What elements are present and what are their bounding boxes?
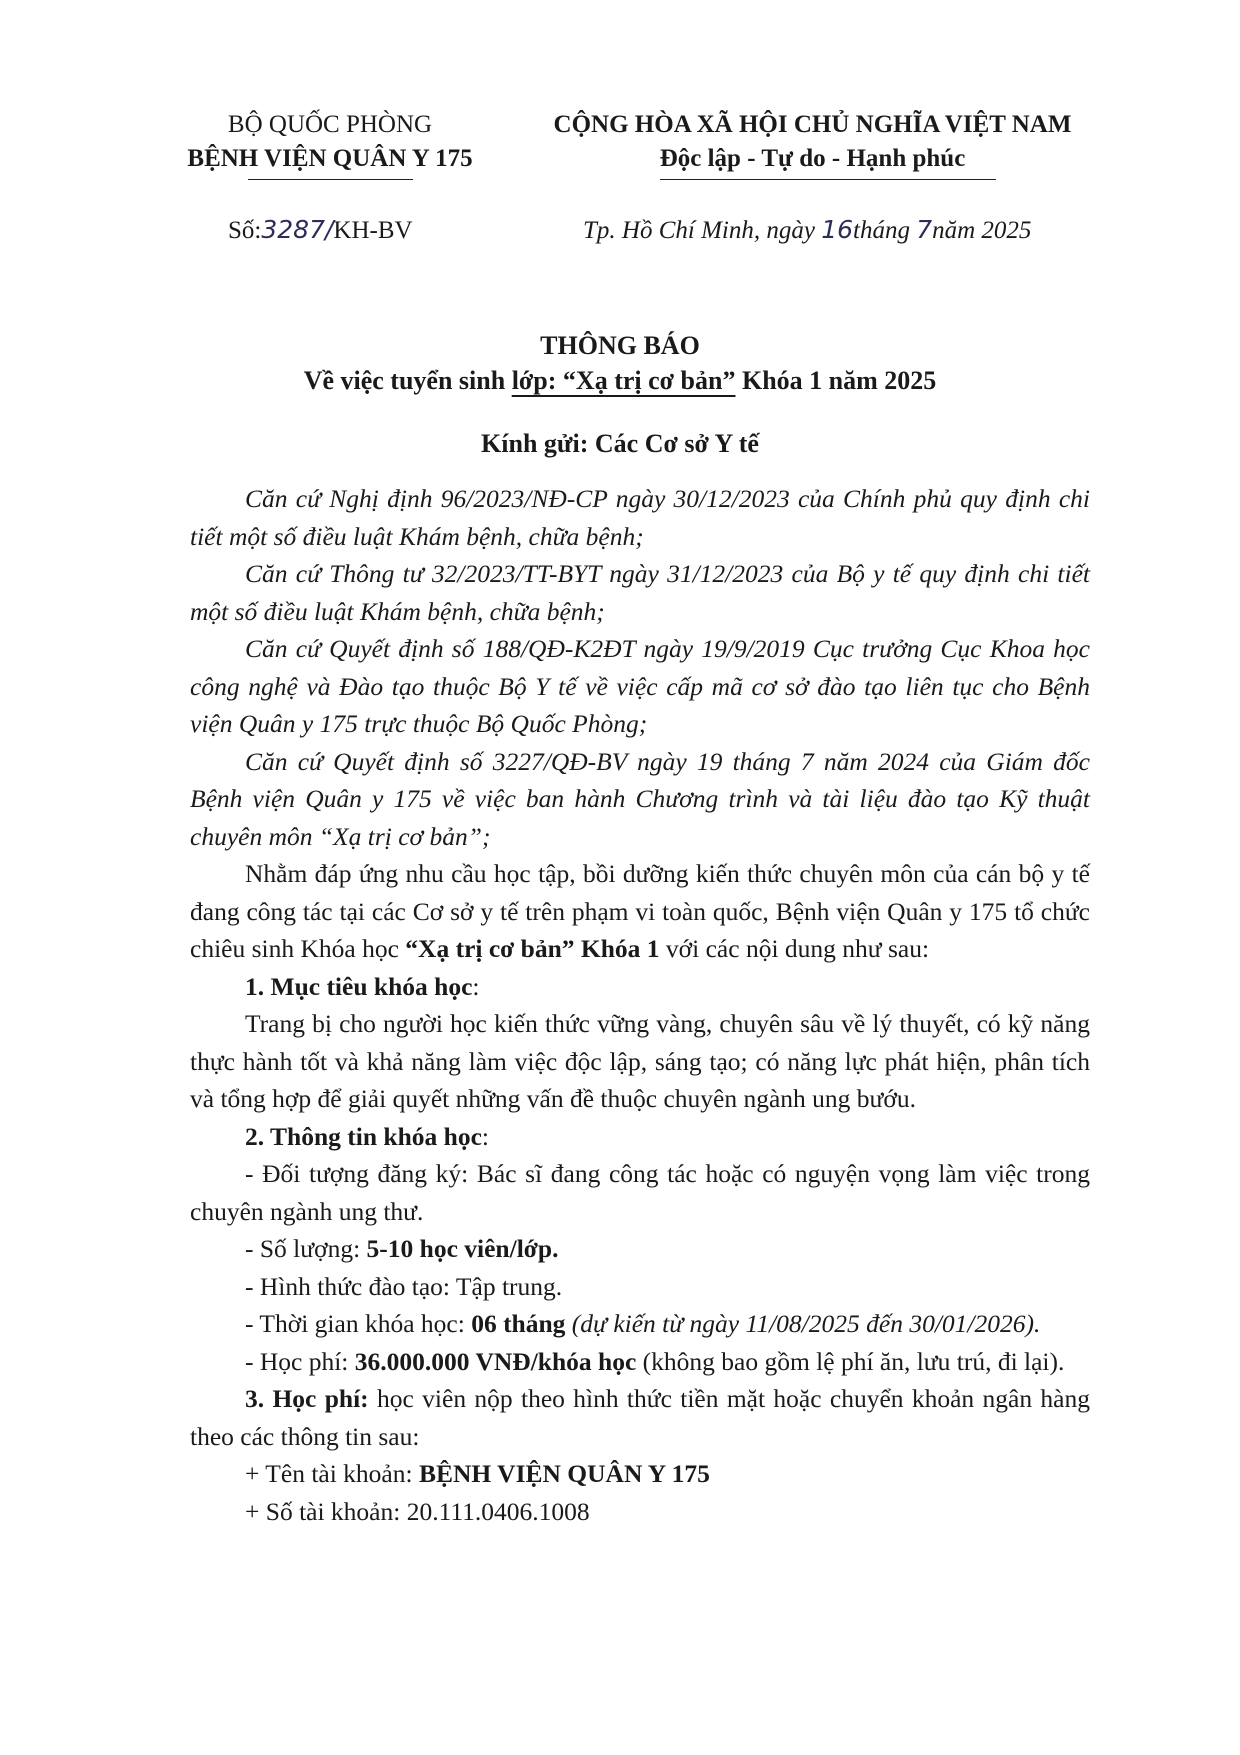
fee-item: - Học phí: 36.000.000 VNĐ/khóa học (không bao gồm lệ phí ăn, lưu trú, đi lại). [245,1346,1065,1376]
ministry-name: BỘ QUỐC PHÒNG [227,111,433,138]
document-number: Số:3287/KH-BV [228,215,413,244]
section-3-paragraph: 3. Học phí: học viên nộp theo hình thức tiền mặt hoặc chuyển khoản ngân hàng theo các thông tin sau: [190,1384,1090,1451]
section-1-text: Trang bị cho người học kiến thức vững vàng, chuyên sâu về lý thuyết, có kỹ năng thực hành tốt và khả năng làm việc độc lập, sáng tạo; có năng lực phát hiện, phân tích và tổng hợp để giải quyết những vấn đề thuộc chuyên ngành ung bướu. [190,1009,1090,1113]
account-name: + Tên tài khoản: BỆNH VIỆN QUÂN Y 175 [245,1459,710,1488]
basis-paragraph: Căn cứ Nghị định 96/2023/NĐ-CP ngày 30/12/2023 của Chính phủ quy định chi tiết một số điều luật Khám bệnh, chữa bệnh; [190,484,1090,551]
national-motto: Độc lập - Tự do - Hạnh phúc [659,145,966,172]
intro-paragraph: Nhằm đáp ứng nhu cầu học tập, bồi dưỡng kiến thức chuyên môn của cán bộ y tế đang công tác tại các Cơ sở y tế trên phạm vi toàn quốc, Bệnh viện Quân y 175 tổ chức chiêu sinh Khóa học “Xạ trị cơ bản” Khóa 1 với các nội dung như sau: [190,859,1090,963]
basis-paragraph: Căn cứ Quyết định số 188/QĐ-K2ĐT ngày 19/9/2019 Cục trưởng Cục Khoa học công nghệ và Đào tạo thuộc Bộ Y tế về việc cấp mã cơ sở đào tạo liên tục cho Bệnh viện Quân y 175 trực thuộc Bộ Quốc Phòng; [190,634,1090,738]
handwritten-day: 16 [821,215,854,244]
issuer-underline [248,179,413,180]
basis-paragraph: Căn cứ Quyết định số 3227/QĐ-BV ngày 19 tháng 7 năm 2024 của Giám đốc Bệnh viện Quân y 175 về việc ban hành Chương trình và tài liệu đào tạo Kỹ thuật chuyên môn “Xạ trị cơ bản”; [190,746,1090,851]
handwritten-month: 7 [916,215,933,244]
issuer-block [160,108,500,176]
duration-item: - Thời gian khóa học: 06 tháng (dự kiến từ ngày 11/08/2025 đến 30/01/2026). [245,1309,1041,1338]
recipient-line: Kính gửi: Các Cơ sở Y tế [481,429,759,458]
account-number: + Số tài khoản: 20.111.0406.1008 [245,1496,590,1526]
mode-item: - Hình thức đào tạo: Tập trung. [245,1271,563,1301]
document-body [190,480,1090,1530]
quantity-item: - Số lượng: 5-10 học viên/lớp. [245,1234,559,1263]
basis-paragraph: Căn cứ Thông tư 32/2023/TT-BYT ngày 31/12/2023 của Bộ y tế quy định chi tiết một số điều luật Khám bệnh, chữa bệnh; [190,559,1090,626]
motto-underline [660,179,996,180]
issue-date: Tp. Hồ Chí Minh, ngày 16tháng 7năm 2025 [583,215,1032,244]
document-subject: Về việc tuyển sinh lớp: “Xạ trị cơ bản” Khóa 1 năm 2025 [303,366,937,395]
national-header [515,108,1110,176]
section-1-heading: 1. Mục tiêu khóa học: [245,971,480,1001]
country-name: CỘNG HÒA XÃ HỘI CHỦ NGHĨA VIỆT NAM [553,111,1072,138]
handwritten-number: 3287/ [261,215,334,244]
document-title: THÔNG BÁO [540,331,700,360]
hospital-name: BỆNH VIỆN QUÂN Y 175 [187,145,473,172]
section-2-heading: 2. Thông tin khóa học: [245,1121,490,1151]
audience-item: - Đối tượng đăng ký: Bác sĩ đang công tác hoặc có nguyện vọng làm việc trong chuyên ngành ung thư. [190,1159,1090,1226]
